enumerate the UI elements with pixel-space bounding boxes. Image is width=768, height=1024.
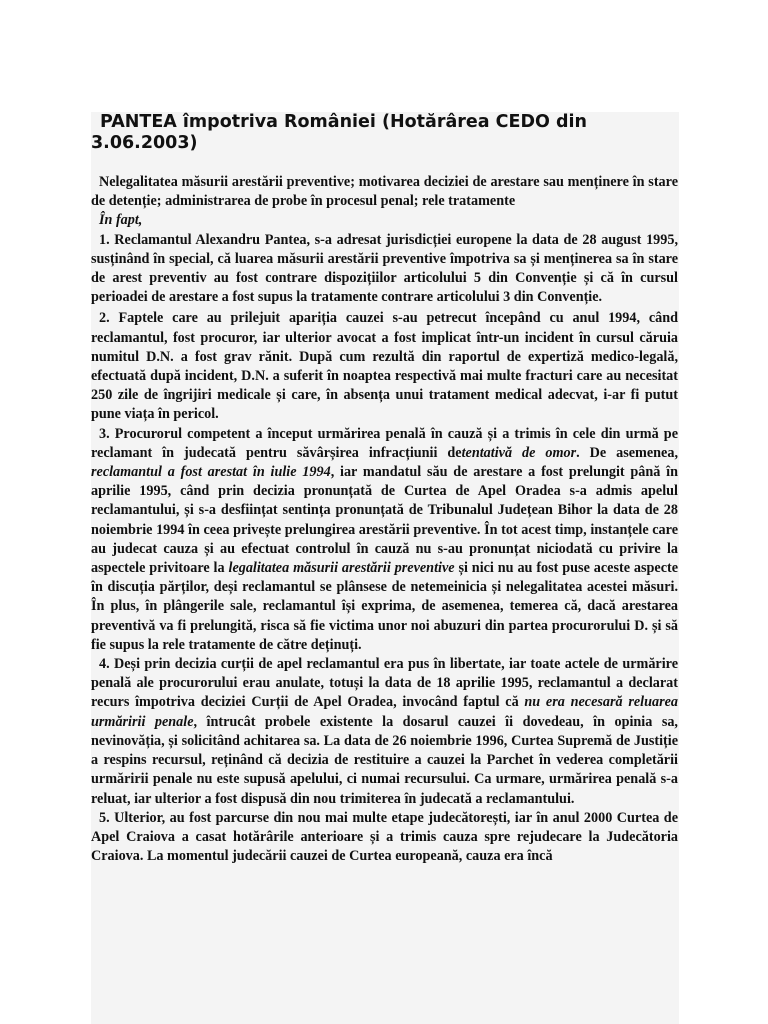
paragraph-4-part-c: , întrucât probele existente la dosarul cauzei îi dovedeau, în opinia sa, nevinovăția, și solicitând achitarea sa. La data de 26 noiembrie 1996, Curtea Supremă de Justiție a respins recursul, reținând că decizia de restituire a cauzei la Parchet în vederea completării urmăririi penale nu este supusă apelului, ci numai recursului. Ca urmare, urmărirea penală s-a reluat, iar ulterior a fost dispusă din nou trimiterea în judecată a reclamantului. [91,713,678,807]
document-title [91,112,681,154]
subheading-in-fapt: În fapt, [99,212,143,229]
document-body [91,173,678,866]
paragraph-1: 1. Reclamantul Alexandru Pantea, s-a adresat jurisdicției europene la data de 28 august 1995, susținând în special, că luarea măsurii arestării preventive împotriva sa și menținerea sa în stare de arest preventiv au fost contrare dispozițiilor articolului 5 din Convenție și că în cursul perioadei de arestare a fost supus la tratamente contrare articolului 3 din Convenție. [91,231,678,306]
paragraph-3-part-a: 3. Procurorul competent a început urmărirea penală în cauză și a trimis în cele din urmă pe reclamant în judecată pentru săvârșirea infracțiunii de [91,425,678,461]
paragraph-3 [91,425,678,655]
paragraph-3-part-g: și nici nu au fost puse aceste aspecte în discuția părților, deși reclamantul se plânsese de netemeinicia și nelegalitatea acestei măsuri. În plus, în plângerile sale, reclamantul își exprima, de asemenea, temerea că, dacă arestarea preventivă va fi prelungită, risca să fie victima unor noi abuzuri din partea procurorului D. și să fie supus la rele tratamente de către deținuți. [91,560,679,653]
paragraph-4-emphasis-b: nu era necesară reluarea urmăririi penale [91,694,678,730]
paragraph-4-part-a: 4. Deși prin decizia curții de apel reclamantul era pus în libertate, iar toate actele de urmărire penală ale procurorului erau anulate, totuși la data de 18 aprilie 1995, reclamantul a declarat recurs împotriva deciziei Curții de Apel Oradea, invocând faptul că [91,656,678,711]
paragraph-3-emphasis-d: reclamantul a fost arestat în iulie 1994 [91,464,331,481]
paragraph-3-part-e: , iar mandatul său de arestare a fost prelungit până în aprilie 1995, când prin decizia pronunțată de Curtea de Apel Oradea s-a admis apelul reclamantului, și s-a desființat sentința pronunțată de Tribunalul Județean Bihor la data de 28 noiembrie 1994 în ceea privește prelungirea arestării preventive. În tot acest timp, instanțele care au judecat cauza și au efectuat controlul în cauză nu s-au pronunțat niciodată cu privire la aspectele privitoare la [91,464,679,577]
paragraph-5: 5. Ulterior, au fost parcurse din nou mai multe etape judecătorești, iar în anul 2000 Curtea de Apel Craiova a casat hotărârile anterioare și a trimis cauza spre rejudecare la Judecătoria Craiova. La momentul judecării cauzei de Curtea europeană, cauza era încă [91,809,678,865]
document-title-text: PANTEA împotriva României (Hotărârea CEDO din 3.06.2003) [91,112,587,153]
paragraph-3-part-c: . De asemenea, [576,444,678,461]
paragraph-3-emphasis-f: legalitatea măsurii arestării preventive [228,560,455,577]
paragraph-2: 2. Faptele care au prilejuit apariția cauzei s-au petrecut începând cu anul 1994, când reclamantul, fost procuror, iar ulterior avocat a fost implicat într-un incident în cursul căruia numitul D.N. a fost grav rănit. După cum rezultă din raportul de expertiză medico-legală, efectuată după incident, D.N. a suferit în noaptea respectivă mai multe fracturi care au necesitat 250 zile de îngrijiri medicale și care, în absența unui tratament medical adecvat, i-ar fi putut pune viața în pericol. [91,310,678,423]
paragraph-4 [91,655,678,809]
paragraph-3-emphasis-b: tentativă de omor [461,444,577,461]
summary-paragraph: Nelegalitatea măsurii arestării preventive; motivarea deciziei de arestare sau menținere în stare de detenție; administrarea de probe în procesul penal; rele tratamente [91,174,678,210]
